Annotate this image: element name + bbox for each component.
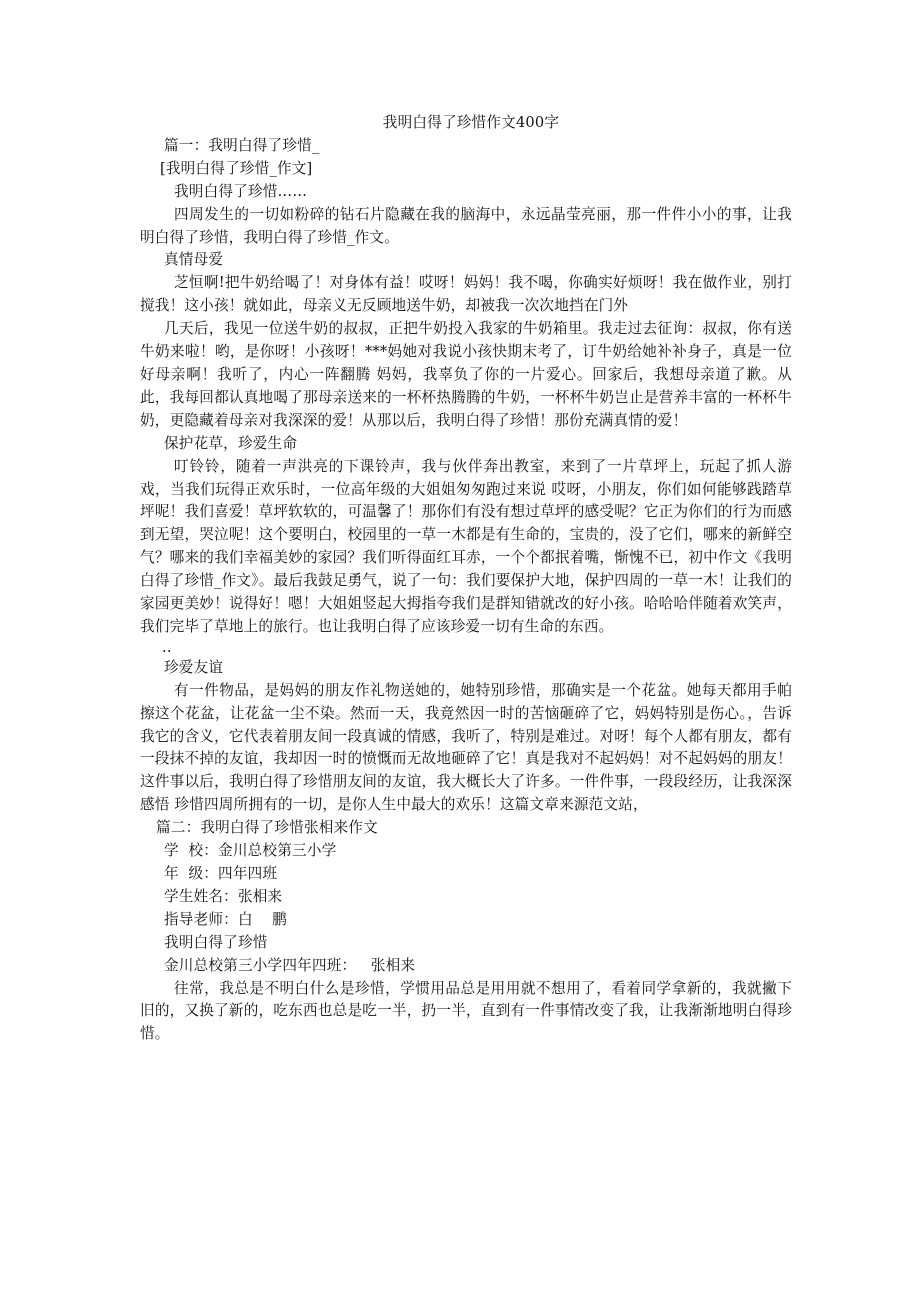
part2-teacher: 指导老师：白 鹏 [164, 910, 287, 928]
dots-separator: .. [162, 638, 172, 656]
section3-paragraph-1: 有一件物品，是妈妈的朋友作礼物送她的，她特别珍惜，那确实是一个花盆。她每天都用手帕擦这个花盆，让花盆一尘不染。然而一天，我竟然因一时的苦恼砸碎了它，妈妈特别是伤心。，告诉我它的含义，它代表着朋友间一段真诚的情感，我听了，特别是难过。对呀！每个人都有朋友，都有一段抹不掉的友谊，我却因一时的愤慨而无故地砸碎了它！真是我对不起妈妈！对不起妈妈的朋友！这件事以后，我明白得了珍惜朋友间的友谊，我大概长大了许多。一件件事，一段段经历，让我深深感悟 珍惜四周所拥有的一切，是你人生中最大的欢乐！这篇文章来源范文站， [140, 681, 792, 814]
document-title: 我明白得了珍惜作文400字 [382, 114, 560, 131]
part2-grade: 年 级：四年四班 [164, 865, 278, 882]
part1-sub-title: 我明白得了珍惜…… [174, 182, 308, 200]
part2-student: 学生姓名：张相来 [164, 887, 283, 905]
section1-paragraph-2: 几天后，我见一位送牛奶的叔叔，正把牛奶投入我家的牛奶箱里。我走过去征询：叔叔，你有送牛奶来啦！哟，是你呀！小孩呀！***妈她对我说小孩快期末考了，订牛奶给她补补身子，真是一位好母亲啊！我听了，内心一阵翻腾 妈妈，我辜负了你的一片爱心。回家后，我想母亲道了歉。从此，我每回都认真地喝了那母亲送来的一杯杯热腾腾的牛奶，一杯杯牛奶岂止是营养丰富的一杯杯牛奶，更隐藏着母亲对我深深的爱！从那以后，我明白得了珍惜！那份充满真情的爱！ [140, 320, 792, 429]
part1-heading: 篇一：我明白得了珍惜_ [164, 136, 320, 154]
part2-essay-title: 我明白得了珍惜 [164, 933, 268, 951]
section-heading-mother-love: 真情母爱 [164, 251, 224, 269]
section-heading-protect-plants: 保护花草，珍爱生命 [164, 434, 298, 452]
section2-paragraph-1: 叮铃铃，随着一声洪亮的下课铃声，我与伙伴奔出教室，来到了一片草坪上，玩起了抓人游戏，当我们玩得正欢乐时，一位高年级的大姐姐匆匆跑过来说 哎呀，小朋友，你们如何能够践踏草坪呢！我们喜爱！草坪软软的，可温馨了！那你们有没有想过草坪的感受呢？它正为你们的行为而感到无望，哭泣呢！这个要明白，校园里的一草一木都是有生命的，宝贵的，没了它们，哪来的新鲜空气？哪来的我们幸福美妙的家园？我们听得面红耳赤，一个个都抿着嘴，惭愧不已，初中作文《我明白得了珍惜_作文》。最后我鼓足勇气，说了一句：我们要保护大地，保护四周的一草一木！让我们的家园更美妙！说得好！嗯！大姐姐竖起大拇指夸我们是群知错就改的好小孩。哈哈哈伴随着欢笑声，我们完毕了草地上的旅行。也让我明白得了应该珍爱一切有生命的东西。 [140, 457, 792, 635]
part1-intro: 四周发生的一切如粉碎的钻石片隐藏在我的脑海中，永远晶莹亮丽，那一件件小小的事，让我明白得了珍惜，我明白得了珍惜_作文。 [140, 205, 792, 246]
document-page [140, 112, 792, 1046]
section1-paragraph-1: 芝恒啊!把牛奶给喝了！对身体有益！哎呀！妈妈！我不喝，你确实好烦呀！我在做作业，别打搅我！这小孩！就如此，母亲义无反顾地送牛奶，却被我一次次地挡在门外 [140, 274, 792, 315]
section-heading-friendship: 珍爱友谊 [164, 658, 224, 676]
part1-bracket-title: [我明白得了珍惜_作文] [160, 159, 313, 177]
part2-school: 学 校：金川总校第三小学 [164, 842, 337, 860]
part2-heading: 篇二：我明白得了珍惜张相来作文 [156, 819, 378, 837]
part2-paragraph-1: 往常，我总是不明白什么是珍惜，学惯用品总是用用就不想用了，看着同学拿新的，我就撇下旧的，又换了新的，吃东西也总是吃一半，扔一半，直到有一件事情改变了我，让我渐渐地明白得珍惜。 [140, 979, 792, 1043]
part2-byline: 金川总校第三小学四年四班： 张相来 [164, 956, 416, 974]
